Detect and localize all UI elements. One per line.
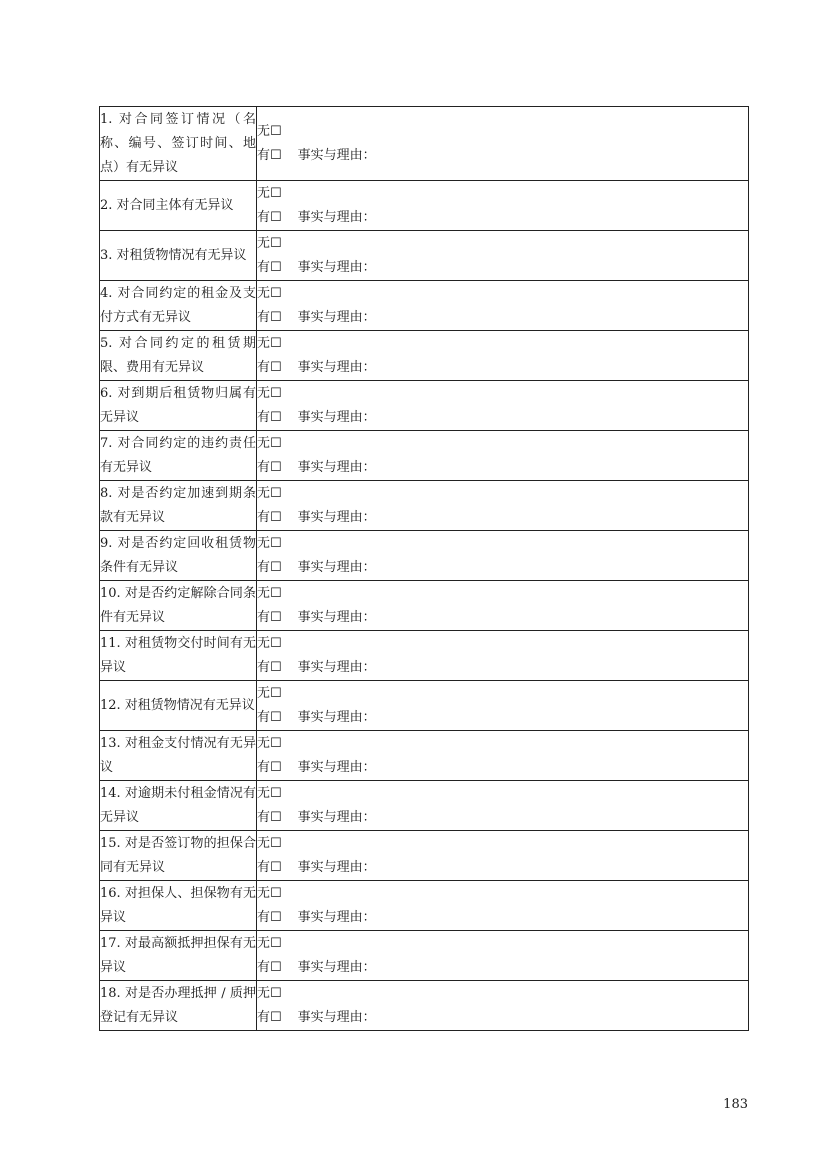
option-yes-checkbox[interactable]: ☐ (270, 509, 282, 525)
answer-cell (257, 631, 749, 681)
reason-label: 事实与理由： (297, 609, 376, 625)
option-no-row (257, 782, 748, 806)
option-yes-row (257, 656, 748, 680)
option-yes-label: 有 (257, 909, 271, 925)
option-yes-row (257, 856, 748, 880)
answer-cell (257, 881, 749, 931)
answer-cell (257, 681, 749, 731)
table-row (100, 681, 749, 731)
option-yes-row (257, 606, 748, 630)
option-no-label: 无 (257, 285, 271, 301)
option-no-row (257, 832, 748, 856)
option-yes-label: 有 (257, 259, 271, 275)
question-label: 5. 对合同约定的租赁期限、费用有无异议 (100, 331, 257, 381)
table-row (100, 381, 749, 431)
option-yes-checkbox[interactable]: ☐ (270, 459, 282, 475)
question-label: 1. 对合同签订情况（名称、编号、签订时间、地点）有无异议 (100, 107, 257, 181)
option-yes-checkbox[interactable]: ☐ (270, 959, 282, 975)
table-row (100, 431, 749, 481)
reason-label: 事实与理由： (297, 259, 376, 275)
option-no-row (257, 732, 748, 756)
question-label: 15. 对是否签订物的担保合同有无异议 (100, 831, 257, 881)
option-yes-row (257, 356, 748, 380)
option-no-row (257, 582, 748, 606)
question-label: 10. 对是否约定解除合同条件有无异议 (100, 581, 257, 631)
table-row (100, 631, 749, 681)
table-row (100, 481, 749, 531)
option-yes-label: 有 (257, 409, 271, 425)
reason-label: 事实与理由： (297, 359, 376, 375)
table-row (100, 531, 749, 581)
answer-cell (257, 381, 749, 431)
reason-label: 事实与理由： (297, 809, 376, 825)
table-row (100, 731, 749, 781)
table-row (100, 107, 749, 181)
option-no-label: 无 (257, 685, 271, 701)
question-label: 7. 对合同约定的违约责任有无异议 (100, 431, 257, 481)
answer-cell (257, 481, 749, 531)
question-label: 14. 对逾期未付租金情况有无异议 (100, 781, 257, 831)
option-yes-checkbox[interactable]: ☐ (270, 809, 282, 825)
option-yes-checkbox[interactable]: ☐ (270, 709, 282, 725)
answer-cell (257, 831, 749, 881)
option-yes-label: 有 (257, 309, 271, 325)
option-no-label: 无 (257, 335, 271, 351)
option-yes-label: 有 (257, 509, 271, 525)
option-no-checkbox[interactable]: ☐ (270, 685, 282, 701)
option-yes-row (257, 144, 748, 168)
option-no-checkbox[interactable]: ☐ (270, 123, 282, 139)
option-yes-label: 有 (257, 609, 271, 625)
option-no-label: 无 (257, 635, 271, 651)
option-no-label: 无 (257, 235, 271, 251)
form-body (100, 107, 749, 1031)
option-no-checkbox[interactable]: ☐ (270, 885, 282, 901)
option-no-row (257, 482, 748, 506)
option-no-checkbox[interactable]: ☐ (270, 785, 282, 801)
option-yes-row (257, 506, 748, 530)
reason-label: 事实与理由： (297, 959, 376, 975)
option-no-checkbox[interactable]: ☐ (270, 185, 282, 201)
option-no-checkbox[interactable]: ☐ (270, 735, 282, 751)
option-yes-checkbox[interactable]: ☐ (270, 759, 282, 775)
option-no-row (257, 332, 748, 356)
option-no-checkbox[interactable]: ☐ (270, 485, 282, 501)
question-label: 16. 对担保人、担保物有无异议 (100, 881, 257, 931)
option-no-label: 无 (257, 785, 271, 801)
table-row (100, 781, 749, 831)
option-no-row (257, 120, 748, 144)
option-yes-label: 有 (257, 859, 271, 875)
question-label: 6. 对到期后租赁物归属有无异议 (100, 381, 257, 431)
table-row (100, 331, 749, 381)
option-no-label: 无 (257, 385, 271, 401)
option-no-row (257, 682, 748, 706)
option-yes-checkbox[interactable]: ☐ (270, 559, 282, 575)
option-yes-checkbox[interactable]: ☐ (270, 359, 282, 375)
table-row (100, 981, 749, 1031)
option-no-row (257, 632, 748, 656)
option-yes-checkbox[interactable]: ☐ (270, 909, 282, 925)
option-yes-row (257, 1006, 748, 1030)
option-no-checkbox[interactable]: ☐ (270, 285, 282, 301)
option-no-row (257, 882, 748, 906)
option-yes-checkbox[interactable]: ☐ (270, 209, 282, 225)
option-yes-checkbox[interactable]: ☐ (270, 1009, 282, 1025)
option-yes-checkbox[interactable]: ☐ (270, 309, 282, 325)
option-no-label: 无 (257, 735, 271, 751)
reason-label: 事实与理由： (297, 909, 376, 925)
option-yes-checkbox[interactable]: ☐ (270, 409, 282, 425)
option-yes-label: 有 (257, 759, 271, 775)
reason-label: 事实与理由： (297, 409, 376, 425)
table-row (100, 581, 749, 631)
option-no-checkbox[interactable]: ☐ (270, 385, 282, 401)
table-row (100, 831, 749, 881)
option-yes-checkbox[interactable]: ☐ (270, 147, 282, 163)
question-label: 9. 对是否约定回收租赁物条件有无异议 (100, 531, 257, 581)
option-yes-row (257, 406, 748, 430)
option-yes-row (257, 756, 748, 780)
option-no-row (257, 382, 748, 406)
option-yes-label: 有 (257, 359, 271, 375)
option-yes-label: 有 (257, 709, 271, 725)
answer-cell (257, 731, 749, 781)
option-no-checkbox[interactable]: ☐ (270, 935, 282, 951)
option-yes-label: 有 (257, 959, 271, 975)
reason-label: 事实与理由： (297, 1009, 376, 1025)
option-yes-label: 有 (257, 559, 271, 575)
question-label: 18. 对是否办理抵押 / 质押登记有无异议 (100, 981, 257, 1031)
answer-cell (257, 181, 749, 231)
option-no-checkbox[interactable]: ☐ (270, 835, 282, 851)
table-row (100, 881, 749, 931)
option-yes-row (257, 956, 748, 980)
option-no-label: 无 (257, 835, 271, 851)
question-label: 8. 对是否约定加速到期条款有无异议 (100, 481, 257, 531)
option-yes-row (257, 256, 748, 280)
option-yes-row (257, 556, 748, 580)
option-no-row (257, 532, 748, 556)
answer-cell (257, 981, 749, 1031)
reason-label: 事实与理由： (297, 759, 376, 775)
answer-cell (257, 231, 749, 281)
option-no-label: 无 (257, 935, 271, 951)
reason-label: 事实与理由： (297, 509, 376, 525)
option-no-row (257, 982, 748, 1006)
option-yes-label: 有 (257, 1009, 271, 1025)
answer-cell (257, 531, 749, 581)
option-no-label: 无 (257, 185, 271, 201)
table-row (100, 931, 749, 981)
option-no-checkbox[interactable]: ☐ (270, 435, 282, 451)
option-no-checkbox[interactable]: ☐ (270, 985, 282, 1001)
question-label: 12. 对租赁物情况有无异议 (100, 681, 257, 731)
option-yes-label: 有 (257, 809, 271, 825)
answer-cell (257, 781, 749, 831)
table-row (100, 231, 749, 281)
option-yes-label: 有 (257, 459, 271, 475)
reason-label: 事实与理由： (297, 309, 376, 325)
question-label: 4. 对合同约定的租金及支付方式有无异议 (100, 281, 257, 331)
page-number: 183 (723, 1097, 748, 1112)
option-no-label: 无 (257, 985, 271, 1001)
answer-cell (257, 281, 749, 331)
answer-cell (257, 431, 749, 481)
option-no-row (257, 282, 748, 306)
option-no-row (257, 932, 748, 956)
option-yes-checkbox[interactable]: ☐ (270, 659, 282, 675)
option-yes-label: 有 (257, 209, 271, 225)
option-no-label: 无 (257, 585, 271, 601)
reason-label: 事实与理由： (297, 709, 376, 725)
option-yes-row (257, 806, 748, 830)
option-no-checkbox[interactable]: ☐ (270, 585, 282, 601)
objection-form-table (99, 106, 749, 1031)
option-no-row (257, 232, 748, 256)
reason-label: 事实与理由： (297, 859, 376, 875)
option-yes-row (257, 906, 748, 930)
reason-label: 事实与理由： (297, 209, 376, 225)
option-yes-checkbox[interactable]: ☐ (270, 259, 282, 275)
question-label: 17. 对最高额抵押担保有无异议 (100, 931, 257, 981)
question-label: 11. 对租赁物交付时间有无异议 (100, 631, 257, 681)
option-yes-label: 有 (257, 659, 271, 675)
option-yes-label: 有 (257, 147, 271, 163)
option-no-checkbox[interactable]: ☐ (270, 535, 282, 551)
option-yes-row (257, 706, 748, 730)
option-yes-checkbox[interactable]: ☐ (270, 859, 282, 875)
reason-label: 事实与理由： (297, 459, 376, 475)
question-label: 13. 对租金支付情况有无异议 (100, 731, 257, 781)
option-no-row (257, 432, 748, 456)
reason-label: 事实与理由： (297, 147, 376, 163)
option-no-label: 无 (257, 885, 271, 901)
reason-label: 事实与理由： (297, 659, 376, 675)
option-no-checkbox[interactable]: ☐ (270, 335, 282, 351)
answer-cell (257, 107, 749, 181)
answer-cell (257, 331, 749, 381)
answer-cell (257, 931, 749, 981)
option-no-label: 无 (257, 535, 271, 551)
table-row (100, 181, 749, 231)
option-no-checkbox[interactable]: ☐ (270, 635, 282, 651)
question-label: 2. 对合同主体有无异议 (100, 181, 257, 231)
option-yes-checkbox[interactable]: ☐ (270, 609, 282, 625)
option-yes-row (257, 206, 748, 230)
table-row (100, 281, 749, 331)
option-no-row (257, 182, 748, 206)
option-no-label: 无 (257, 485, 271, 501)
option-no-checkbox[interactable]: ☐ (270, 235, 282, 251)
option-yes-row (257, 456, 748, 480)
reason-label: 事实与理由： (297, 559, 376, 575)
answer-cell (257, 581, 749, 631)
option-no-label: 无 (257, 123, 271, 139)
question-label: 3. 对租赁物情况有无异议 (100, 231, 257, 281)
option-yes-row (257, 306, 748, 330)
option-no-label: 无 (257, 435, 271, 451)
